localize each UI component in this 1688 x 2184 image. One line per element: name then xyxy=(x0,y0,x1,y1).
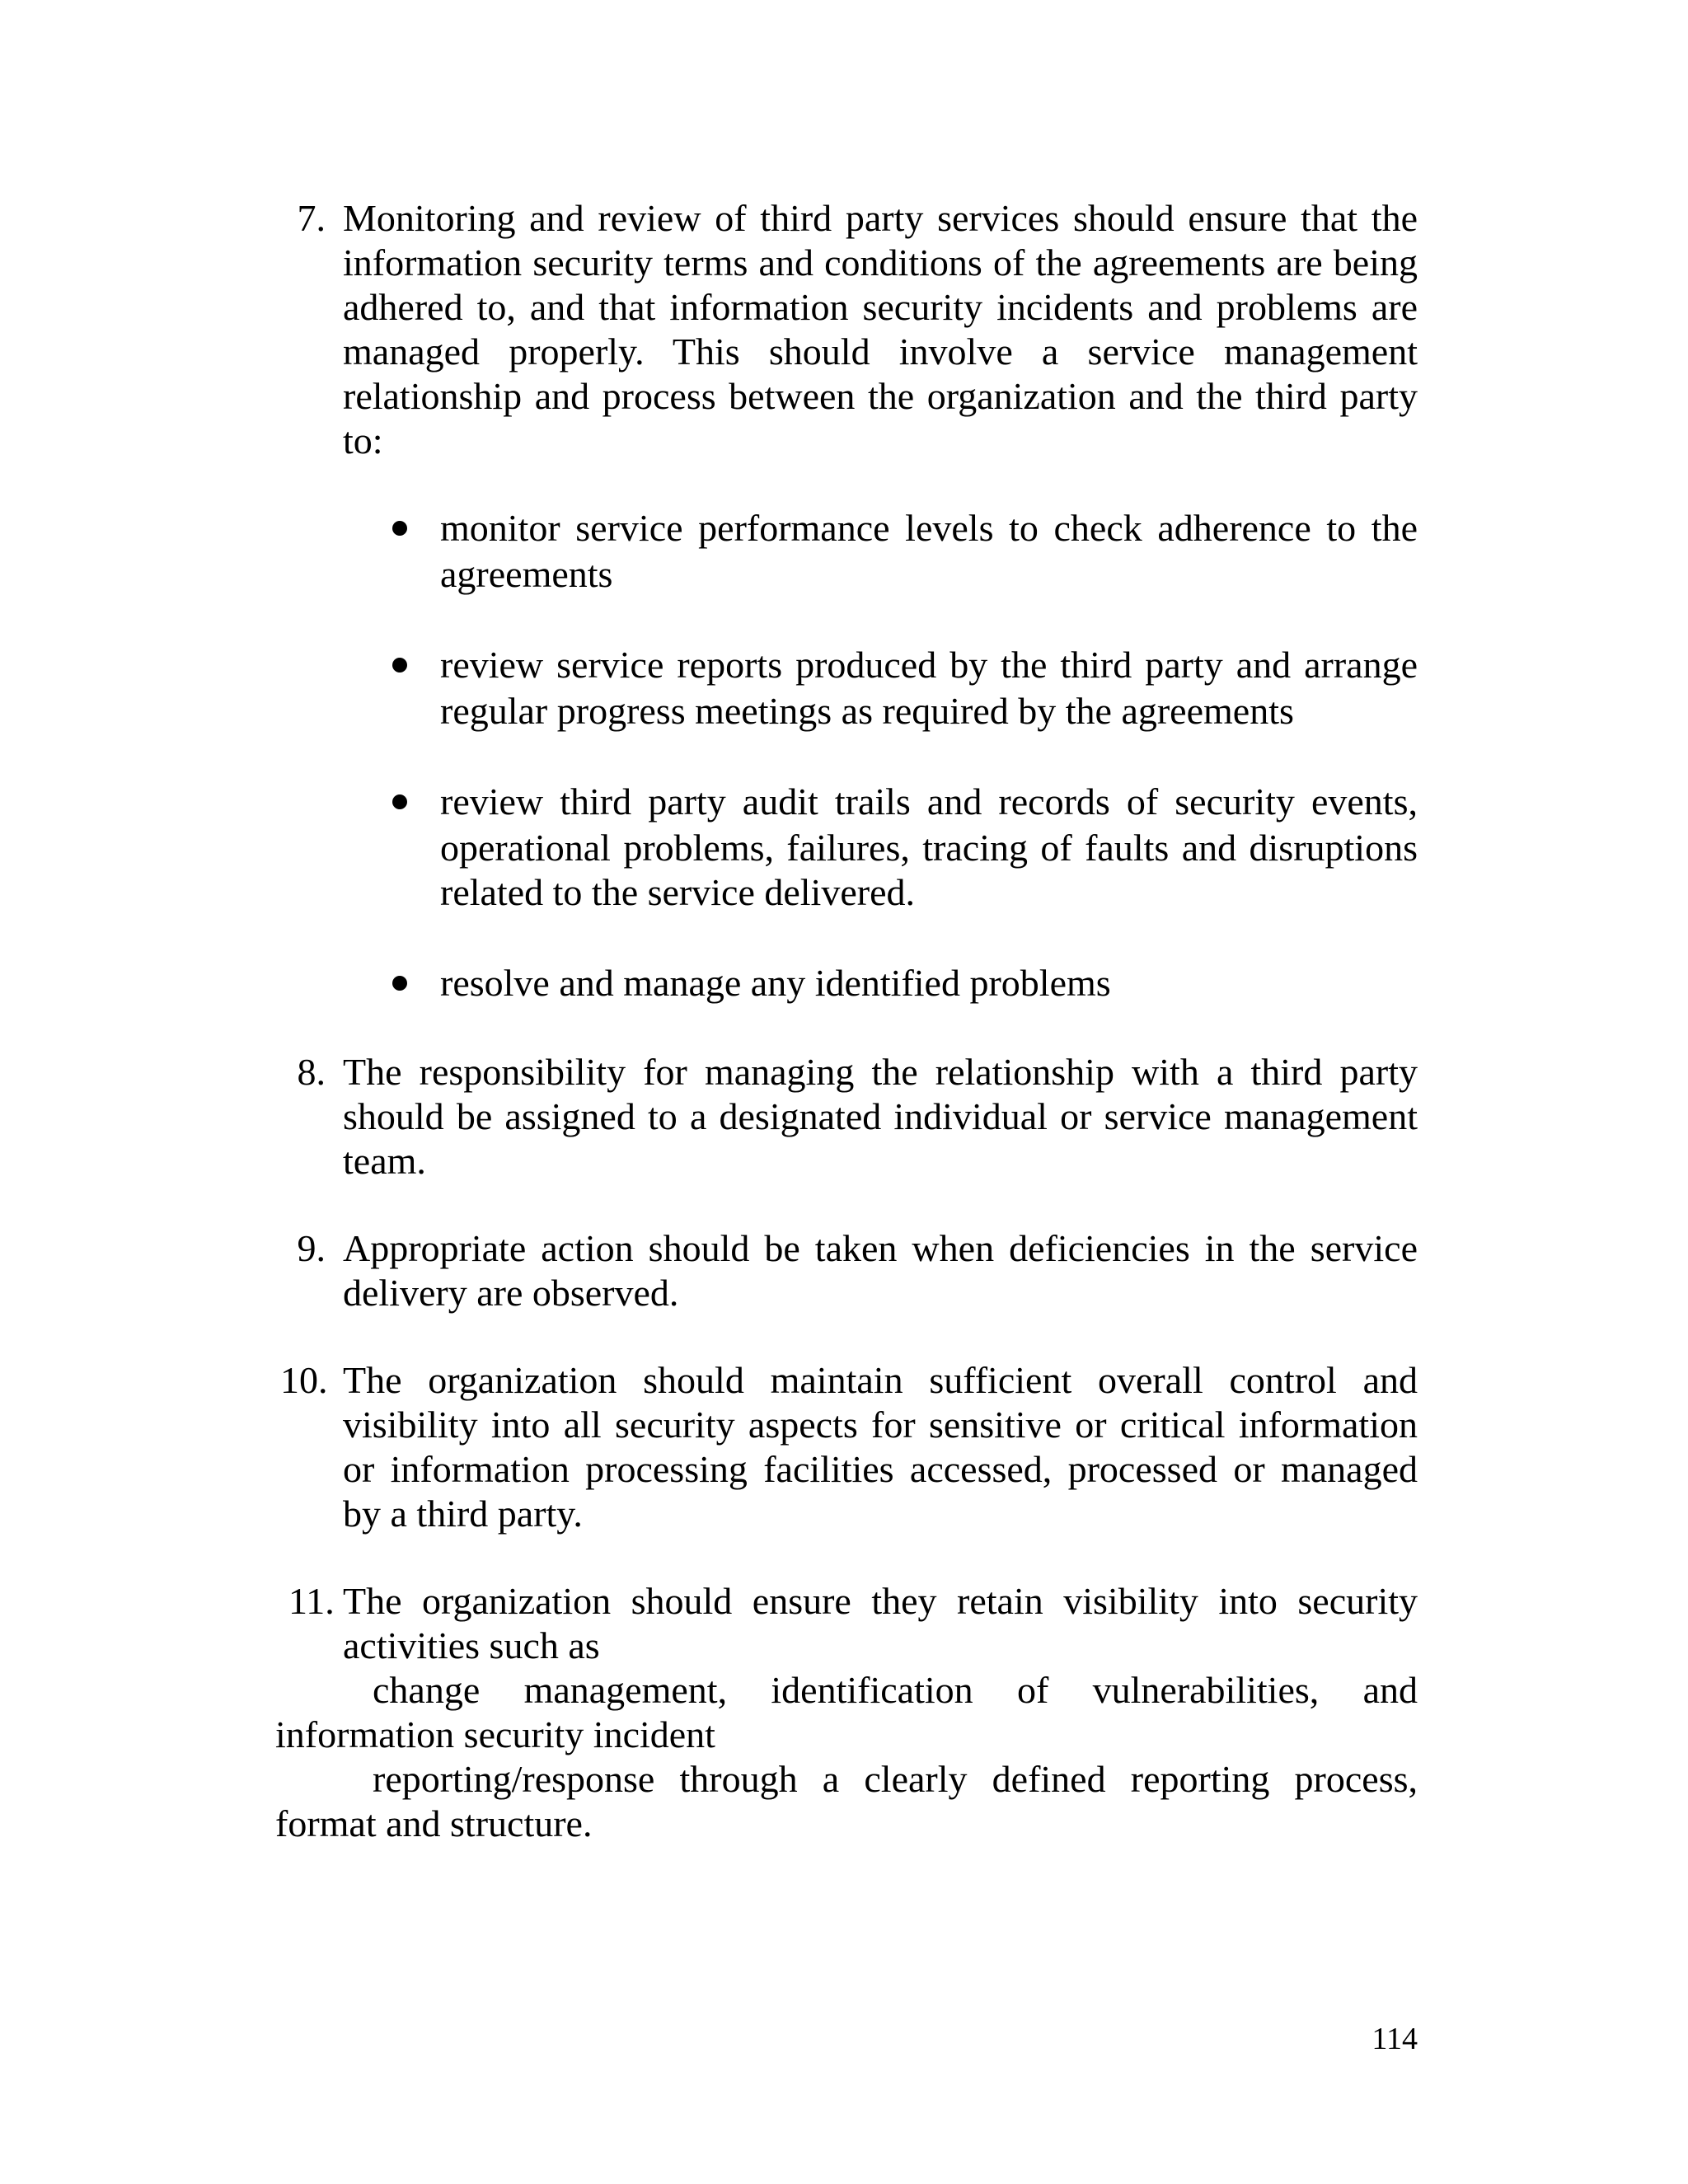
bullet-icon xyxy=(392,521,407,536)
paragraph-line: to: xyxy=(343,419,383,462)
paragraph-line: managed properly. This should involve a service management xyxy=(343,330,1418,373)
bullet-line: related to the service delivered. xyxy=(440,871,915,913)
paragraph-line: delivery are observed. xyxy=(343,1272,679,1314)
bullet-icon xyxy=(392,794,407,809)
paragraph-line: team. xyxy=(343,1140,426,1182)
paragraph-line: should be assigned to a designated individual or service management xyxy=(343,1095,1418,1137)
paragraph-line: Appropriate action should be taken when deficiencies in the service xyxy=(343,1227,1418,1269)
bullet-icon xyxy=(392,976,407,991)
paragraph-line: information security incident xyxy=(275,1713,715,1755)
item-number: 7. xyxy=(297,197,326,239)
paragraph-line: The organization should ensure they retain visibility into security xyxy=(343,1580,1418,1622)
paragraph-line: by a third party. xyxy=(343,1493,583,1535)
paragraph-line: visibility into all security aspects for sensitive or critical information xyxy=(343,1404,1418,1446)
bullet-line: monitor service performance levels to check adherence to the xyxy=(440,507,1418,549)
bullet-line: operational problems, failures, tracing of faults and disruptions xyxy=(440,827,1418,869)
page-number: 114 xyxy=(1372,2022,1418,2056)
bullet-line: agreements xyxy=(440,553,613,595)
paragraph-line: adhered to, and that information security incidents and problems are xyxy=(343,286,1418,328)
bullet-line: resolve and manage any identified problems xyxy=(440,962,1111,1004)
paragraph-line: format and structure. xyxy=(275,1802,593,1844)
bullet-line: review third party audit trails and records of security events, xyxy=(440,780,1418,823)
paragraph-line: activities such as xyxy=(343,1624,600,1666)
paragraph-line: information security terms and conditions of the agreements are being xyxy=(343,241,1418,284)
paragraph-line: or information processing facilities accessed, processed or managed xyxy=(343,1448,1418,1490)
paragraph-line: reporting/response through a clearly defined reporting process, xyxy=(373,1758,1418,1800)
paragraph-line: Monitoring and review of third party services should ensure that the xyxy=(343,197,1418,239)
paragraph-line: change management, identification of vulnerabilities, and xyxy=(373,1669,1418,1711)
item-number: 10. xyxy=(280,1359,328,1401)
bullet-line: regular progress meetings as required by the agreements xyxy=(440,690,1294,732)
paragraph-line: relationship and process between the organization and the third party xyxy=(343,375,1418,417)
item-number: 11. xyxy=(288,1580,335,1622)
item-number: 9. xyxy=(297,1227,326,1269)
paragraph-line: The responsibility for managing the relationship with a third party xyxy=(343,1051,1418,1093)
bullet-line: review service reports produced by the third party and arrange xyxy=(440,644,1418,686)
item-number: 8. xyxy=(297,1051,326,1093)
paragraph-line: The organization should maintain sufficient overall control and xyxy=(343,1359,1418,1401)
bullet-icon xyxy=(392,658,407,673)
